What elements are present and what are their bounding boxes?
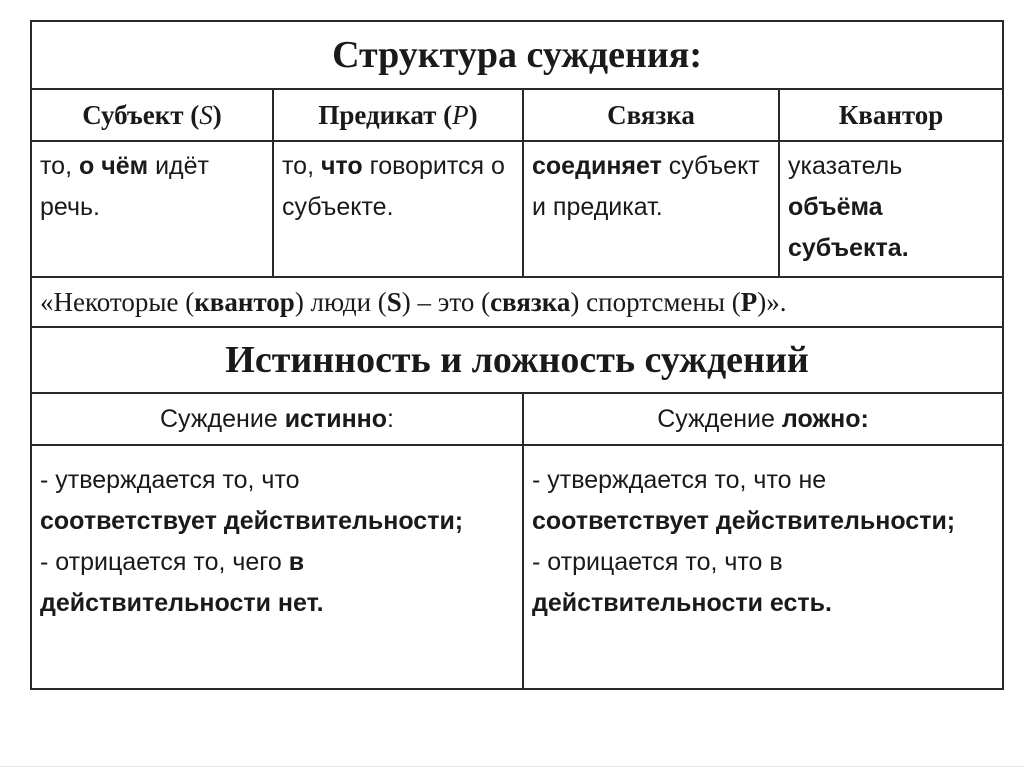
false-header xyxy=(523,393,1003,445)
column-header-quantifier: Квантор xyxy=(779,89,1003,141)
column-name: Предикат xyxy=(318,99,437,130)
text: : xyxy=(387,404,394,433)
true-conditions xyxy=(31,445,523,689)
false-conditions xyxy=(523,445,1003,689)
bold-text: о чём xyxy=(78,152,149,180)
text: субъект и предикат. xyxy=(532,152,760,221)
column-header-predicate: Предикат (P) xyxy=(273,89,523,141)
text: идёт речь. xyxy=(40,152,209,221)
column-symbol: P xyxy=(452,99,469,130)
text: ) спортсмены ( xyxy=(570,286,741,317)
text: то, xyxy=(282,152,315,180)
bold-text: соответствует действительности; xyxy=(532,507,956,535)
bold-text: действительности есть. xyxy=(532,589,832,617)
column-name: Субъект xyxy=(82,99,184,130)
text: Суждение xyxy=(160,404,278,433)
definition-subject xyxy=(31,141,273,277)
bold-text: связка xyxy=(490,286,571,317)
bold-text: S xyxy=(386,286,402,317)
bold-text: ложно: xyxy=(781,404,869,433)
bold-text: в действительности нет. xyxy=(40,548,324,617)
bold-text: соединяет xyxy=(532,152,662,180)
text-line: - утверждается то, что не xyxy=(532,466,827,494)
bold-text: соответствует действительности; xyxy=(40,507,464,535)
bold-text: объёма субъекта. xyxy=(788,193,909,262)
example-sentence xyxy=(31,277,1003,327)
text: ) – это ( xyxy=(401,286,491,317)
judgment-table xyxy=(30,20,1004,690)
bold-text: что xyxy=(320,152,363,180)
column-header-copula: Связка xyxy=(523,89,779,141)
text: Суждение xyxy=(657,404,775,433)
text-line: - отрицается то, что в xyxy=(532,548,783,576)
bold-text: квантор xyxy=(194,286,295,317)
definition-copula xyxy=(523,141,779,277)
structure-title: Структура суждения: xyxy=(31,21,1003,89)
text: «Некоторые ( xyxy=(40,286,195,317)
text: говорится о субъекте. xyxy=(282,152,505,221)
column-header-subject: Субъект (S) xyxy=(31,89,273,141)
text: указатель xyxy=(788,152,903,180)
text: то, xyxy=(40,152,73,180)
text-line: - утверждается то, что xyxy=(40,466,300,494)
truth-title: Истинность и ложность суждений xyxy=(31,327,1003,393)
definition-quantifier xyxy=(779,141,1003,277)
text: )». xyxy=(757,286,787,317)
bold-text: истинно xyxy=(284,404,388,433)
bold-text: Р xyxy=(740,286,758,317)
text: ) люди ( xyxy=(294,286,387,317)
true-header xyxy=(31,393,523,445)
column-symbol: S xyxy=(199,99,213,130)
definition-predicate xyxy=(273,141,523,277)
text-line: - отрицается то, чего xyxy=(40,548,282,576)
